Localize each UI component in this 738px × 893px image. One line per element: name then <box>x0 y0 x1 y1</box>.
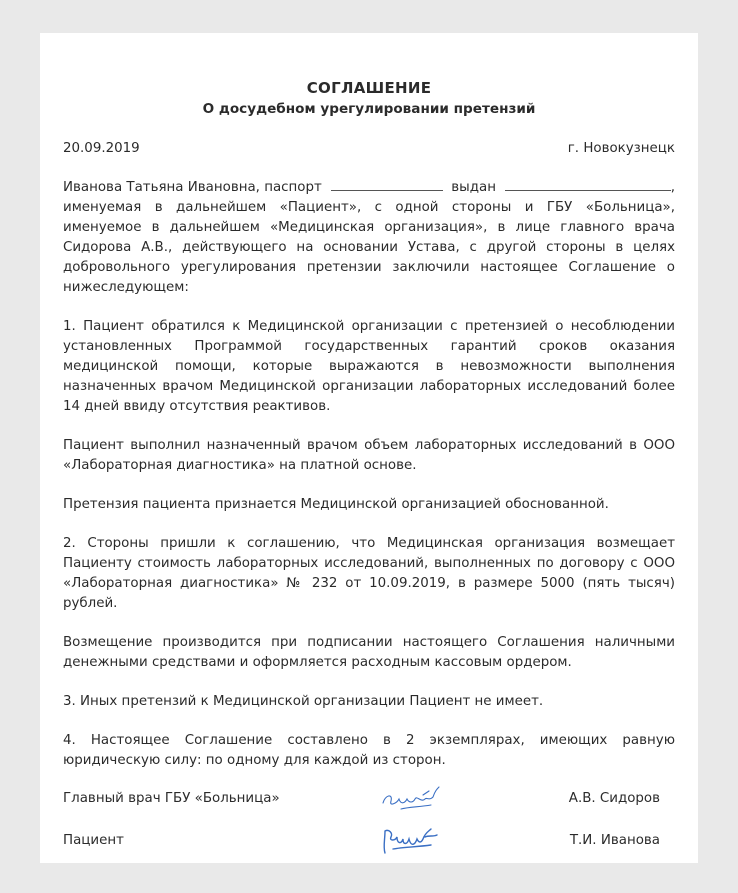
paragraph-2: Пациент выполнил назначенный врачом объем лабораторных исследований в ООО «Лабораторная диагностика» на платной основе. <box>63 438 675 473</box>
intro-first-line <box>63 177 675 198</box>
intro-part1: Иванова Татьяна Ивановна, паспорт <box>63 180 322 195</box>
signature-patient <box>363 823 570 859</box>
signer-name: А.В. Сидоров <box>568 791 660 806</box>
intro-paragraph <box>63 177 675 298</box>
signer-role: Пациент <box>63 833 124 848</box>
paragraph-4: 2. Стороны пришли к соглашению, что Медицинская организация возмещает Пациенту стоимость лабораторных исследований, выполненных по договору с ООО «Лабораторная диагностика» № 232 от 10.09.2019, в размере 5000 (пять тысяч) рублей. <box>63 536 675 611</box>
paragraph-6: 3. Иных претензий к Медицинской организации Пациент не имеет. <box>63 694 544 709</box>
signature-row-patient <box>63 823 660 859</box>
document-title: СОГЛАШЕНИЕ <box>306 79 432 97</box>
intro-part2: выдан <box>451 180 496 195</box>
paragraph-5: Возмещение производится при подписании настоящего Соглашения наличными денежными средствами и оформляется расходным кассовым ордером. <box>63 635 675 670</box>
issued-by-blank <box>505 177 671 191</box>
intro-part3: , <box>670 180 675 195</box>
signer-role: Главный врач ГБУ «Больница» <box>63 791 280 806</box>
document-date: 20.09.2019 <box>63 141 140 156</box>
signer-name: Т.И. Иванова <box>569 833 660 848</box>
signature-doctor <box>363 781 569 817</box>
signature-row-doctor <box>63 781 660 817</box>
document-subtitle: О досудебном урегулировании претензий <box>202 101 536 117</box>
paragraph-7: 4. Настоящее Соглашение составлено в 2 экземплярах, имеющих равную юридическую силу: по одному для каждой из сторон. <box>63 733 675 768</box>
intro-rest: именуемая в дальнейшем «Пациент», с одной стороны и ГБУ «Больница», именуемое в дальнейшем «Медицинская организация», в лице главного врача Сидорова А.В., действующего на основании Устава, с другой стороны в целях добровольного урегулирования претензии заключили настоящее Соглашение о нижеследующем: <box>63 200 675 295</box>
paragraph-1: 1. Пациент обратился к Медицинской организации с претензией о несоблюдении установленных Программой государственных гарантий сроков оказания медицинской помощи, которые выражаются в невозможности выполнения назначенных врачом Медицинской организации лабораторных исследований более 14 дней ввиду отсутствия реактивов. <box>63 319 675 414</box>
date-city-row <box>63 139 675 159</box>
passport-blank <box>331 177 443 191</box>
paragraph-3: Претензия пациента признается Медицинской организацией обоснованной. <box>63 497 609 512</box>
document-city: г. Новокузнецк <box>567 141 675 156</box>
document-page <box>40 33 698 863</box>
